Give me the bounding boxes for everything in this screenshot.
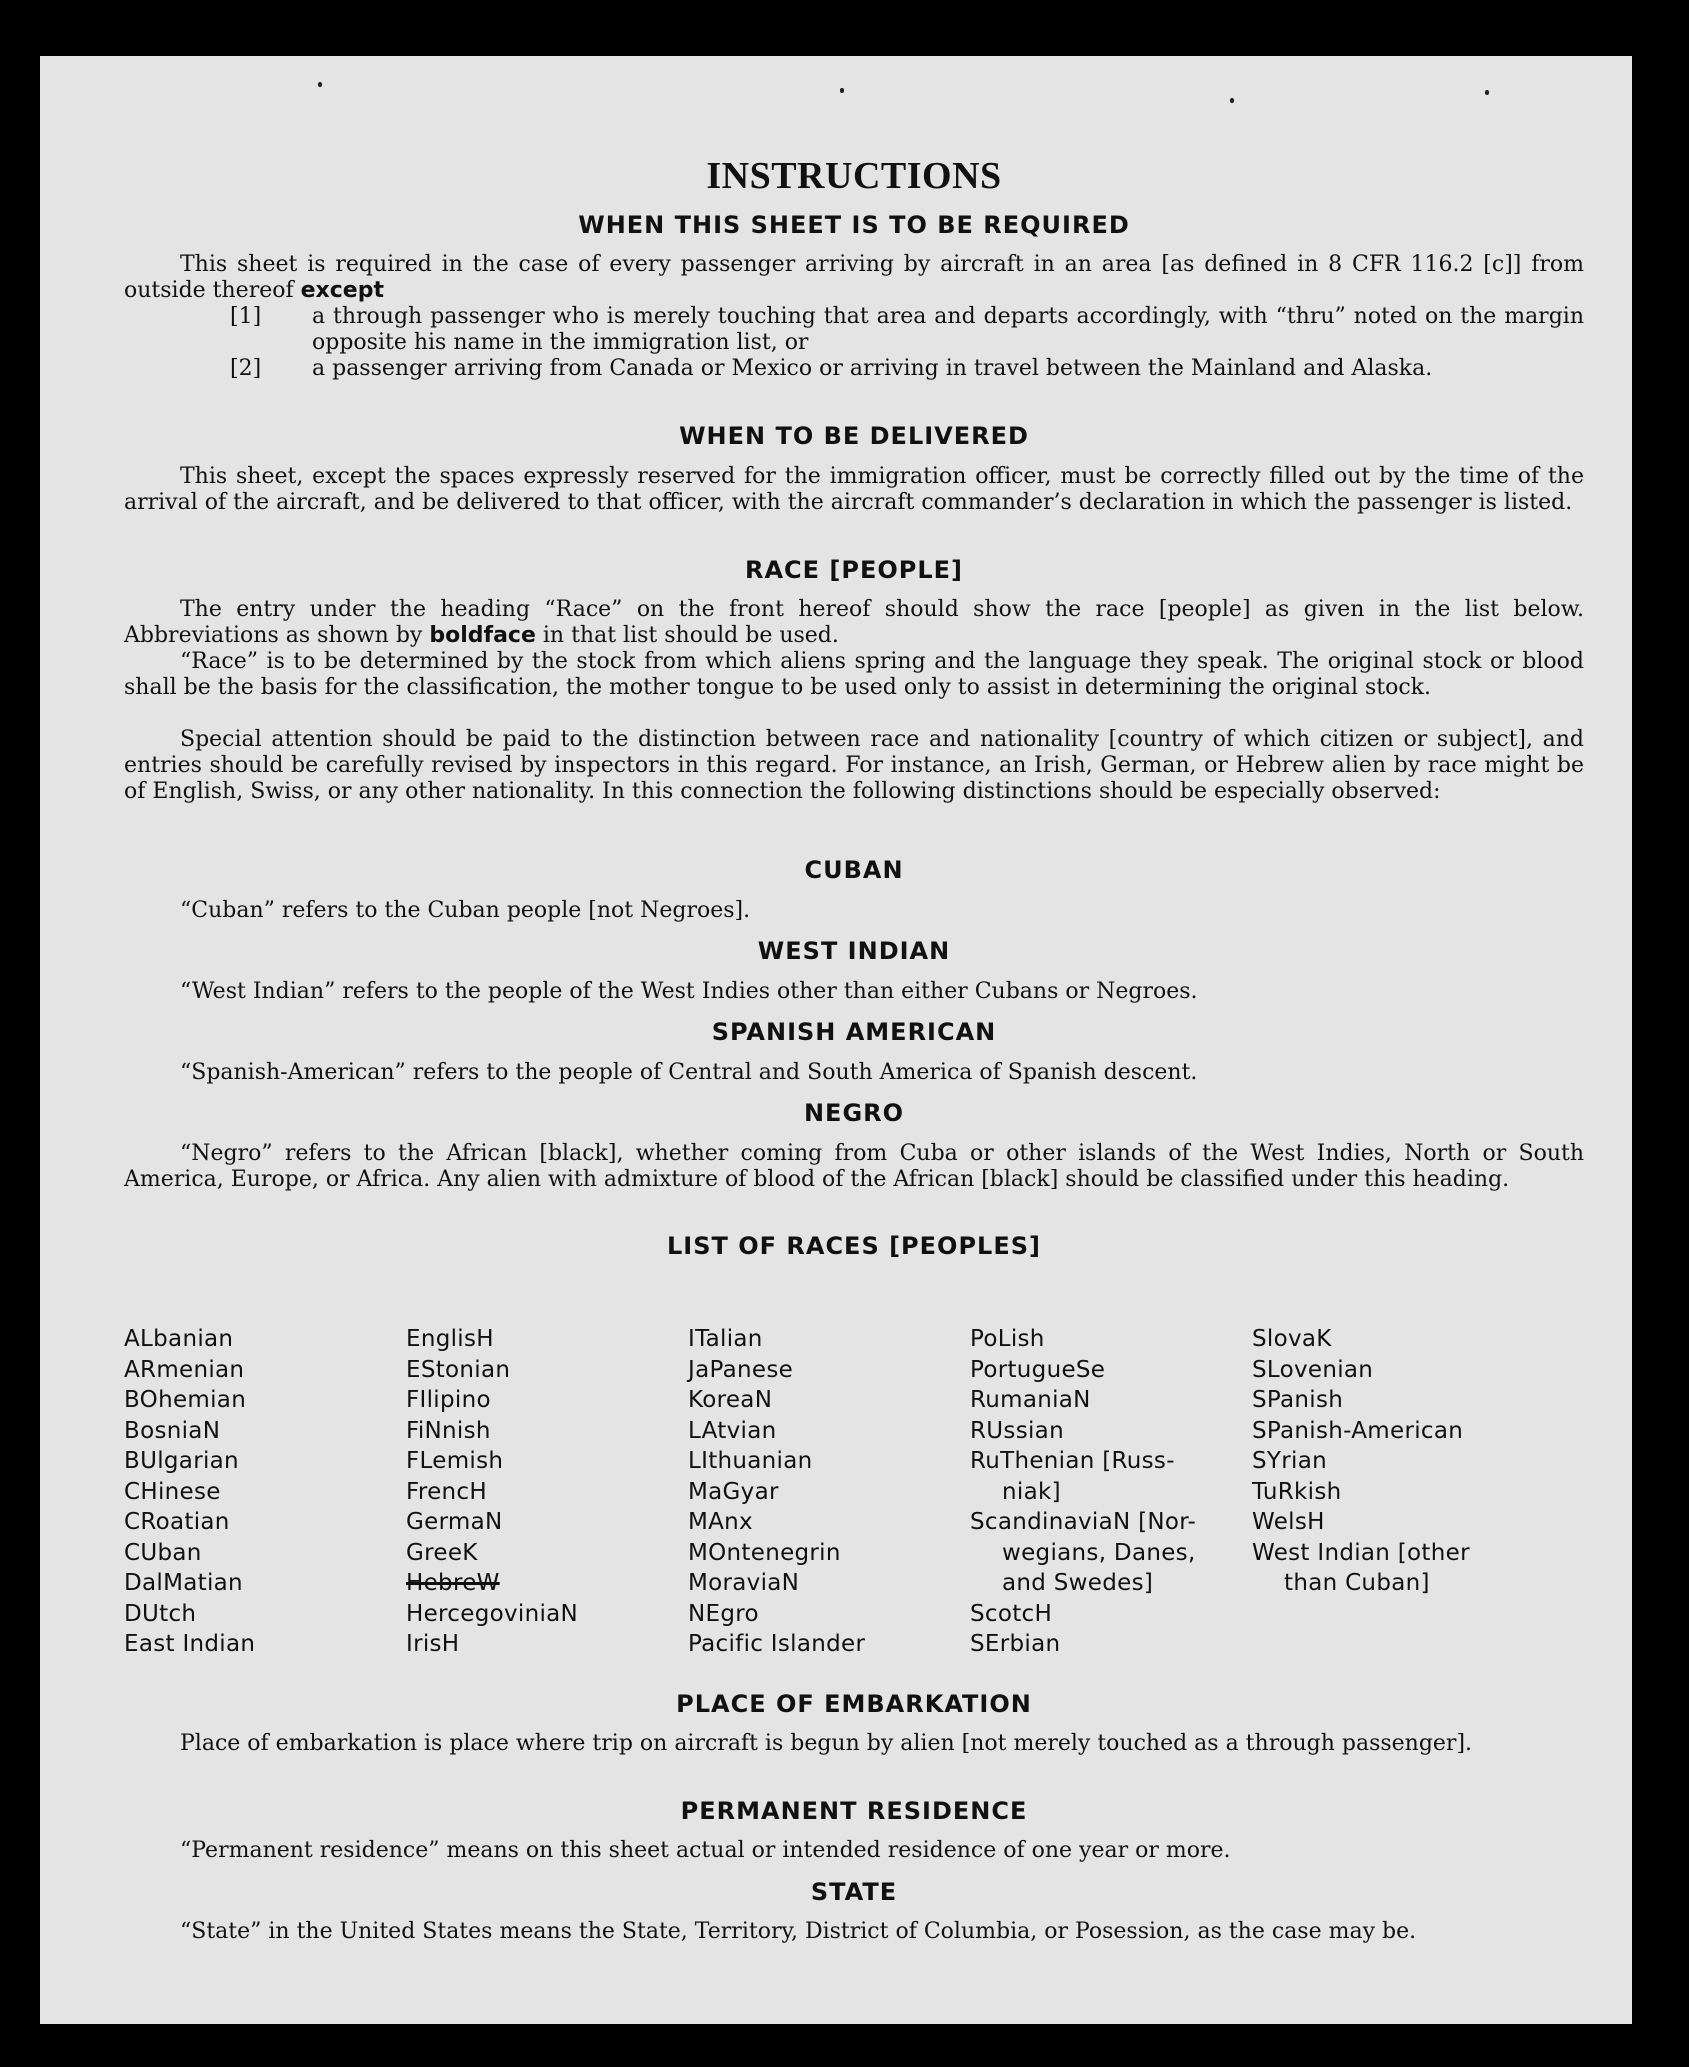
state-text: “State” in the United States means the State, Territory, District of Columbia, or Posession, as the case may be. [180,1919,1417,1944]
west-indian-text: “West Indian” refers to the people of the West Indies other than either Cubans or Negroes. [180,979,1198,1004]
cuban-text: “Cuban” refers to the Cuban people [not Negroes]. [180,898,751,923]
race-entry: ARmenian [124,1356,245,1383]
race-entry: LAtvian [688,1417,777,1444]
race-entry: CRoatian [124,1509,230,1535]
race-entry: SPanish [1252,1387,1344,1413]
heading-west-indian: WEST INDIAN [757,937,951,965]
race-entry: West Indian [other [1252,1539,1470,1566]
spanish-american-text: “Spanish-American” refers to the people of Central and South America of Spanish descent. [180,1060,1198,1085]
required-intro: This sheet is required in the case of every passenger arriving by aircraft in an area [as defined in 8 CFR 116.2 [c]] from outside thereof except [124,252,1584,303]
race-entry: SYrian [1252,1448,1327,1474]
race-entry: FIlipino [406,1387,491,1413]
race-entry: LIthuanian [688,1448,813,1474]
race-column-5 [1252,1324,1522,1599]
race-column-3 [688,1324,958,1660]
race-entry: CHinese [124,1478,221,1505]
race-entry: ScandinaviaN [Nor- [970,1509,1197,1535]
race-entry: EStonian [406,1356,511,1383]
race-entry: SPanish-American [1252,1417,1464,1444]
race-entry-continuation: niak] [1002,1478,1061,1505]
page-title: INSTRUCTIONS [706,155,1002,197]
speck-mark [318,82,322,87]
race-entry: SlovaK [1252,1326,1332,1352]
heading-when-delivered: WHEN TO BE DELIVERED [679,422,1029,450]
race-entry: EnglisH [406,1326,494,1352]
race-paragraph-3: Special attention should be paid to the distinction between race and nationality [country of which citizen or subject], and entries should be carefully revised by inspectors in this regard. For instance, an Irish, German, or Hebrew alien by race might be of English, Swiss, or any other nationality. In this connection the following distinctions should be especially observed: [124,727,1584,804]
race-entry: BUlgarian [124,1448,239,1474]
race-entry: MoraviaN [688,1570,800,1596]
race-entry: CUban [124,1539,202,1566]
race-entry: HercegoviniaN [406,1600,579,1627]
race-entry: SErbian [970,1631,1061,1657]
heading-list-of-races: LIST OF RACES [PEOPLES] [667,1232,1041,1260]
race-column-1 [124,1324,394,1660]
race-entry: GermaN [406,1509,503,1535]
race-entry: DalMatian [124,1570,243,1596]
embarkation-text: Place of embarkation is place where trip on aircraft is begun by alien [not merely touched as a through passenger]. [180,1731,1473,1756]
race-entry: IrisH [406,1631,460,1657]
race-entry: MaGyar [688,1478,779,1505]
heading-permanent-residence: PERMANENT RESIDENCE [680,1797,1028,1825]
race-entry: TuRkish [1252,1478,1342,1505]
race-entry: Pacific Islander [688,1631,866,1657]
residence-text: “Permanent residence” means on this sheet actual or intended residence of one year or more. [180,1838,1231,1863]
speck-mark [1485,90,1489,95]
race-entry: NEgro [688,1600,759,1627]
race-entry: PortugueSe [970,1356,1106,1383]
race-paragraph-1: The entry under the heading “Race” on the front hereof should show the race [people] as given in the list below. Abbreviations as shown by boldface in that list should be used. [124,597,1584,648]
speck-mark [840,88,844,93]
heading-embarkation: PLACE OF EMBARKATION [676,1690,1032,1718]
race-entry: MOntenegrin [688,1539,841,1566]
race-entry: SLovenian [1252,1356,1374,1383]
race-entry: ALbanian [124,1326,234,1352]
race-column-2 [406,1324,676,1660]
race-paragraph-2: “Race” is to be determined by the stock from which aliens spring and the language they speak. The original stock or blood shall be the basis for the classification, the mother tongue to be used only to assist in determining the original stock. [124,649,1584,700]
race-entry: KoreaN [688,1387,773,1413]
race-entry: MAnx [688,1509,753,1535]
race-entry-continuation: and Swedes] [1002,1570,1154,1596]
race-entry: FiNnish [406,1417,491,1444]
heading-spanish-american: SPANISH AMERICAN [711,1018,997,1046]
heading-race: RACE [PEOPLE] [744,556,964,584]
race-entry: RuThenian [Russ- [970,1448,1175,1474]
race-entry: WelsH [1252,1509,1325,1535]
heading-state: STATE [810,1878,898,1906]
document-page [40,56,1632,2024]
race-entry: DUtch [124,1600,197,1627]
heading-cuban: CUBAN [804,856,904,884]
race-entry: RumaniaN [970,1387,1091,1413]
race-entry: RUssian [970,1417,1064,1444]
exception-item-1: [1] a through passenger who is merely touching that area and departs accordingly, with “thru” noted on the margin opposite his name in the immigration list, or [230,304,1584,355]
race-entry: BosniaN [124,1417,221,1444]
race-entry: FLemish [406,1448,504,1474]
race-entry: JaPanese [688,1356,794,1383]
race-entry: GreeK [406,1539,478,1566]
exception-item-2: [2] a passenger arriving from Canada or Mexico or arriving in travel between the Mainland and Alaska. [230,356,1433,381]
race-entry: ScotcH [970,1600,1053,1627]
race-entry: FrencH [406,1478,487,1505]
race-entry-struck-through: HebreW [406,1570,500,1596]
race-entry: PoLish [970,1326,1045,1352]
heading-when-required: WHEN THIS SHEET IS TO BE REQUIRED [578,211,1130,239]
race-entry-continuation: wegians, Danes, [1002,1539,1196,1566]
heading-negro: NEGRO [803,1099,905,1127]
race-entry: BOhemian [124,1387,247,1413]
race-entry-continuation: than Cuban] [1284,1570,1430,1596]
speck-mark [1230,98,1234,103]
race-entry: East Indian [124,1631,256,1657]
race-column-4 [970,1324,1240,1660]
delivered-text: This sheet, except the spaces expressly reserved for the immigration officer, must be correctly filled out by the time of the arrival of the aircraft, and be delivered to that officer, with the aircraft commander’s declaration in which the passenger is listed. [124,464,1584,515]
negro-text: “Negro” refers to the African [black], whether coming from Cuba or other islands of the West Indies, North or South America, Europe, or Africa. Any alien with admixture of blood of the African [black] should be classified under this heading. [124,1141,1584,1192]
race-entry: ITalian [688,1326,763,1352]
